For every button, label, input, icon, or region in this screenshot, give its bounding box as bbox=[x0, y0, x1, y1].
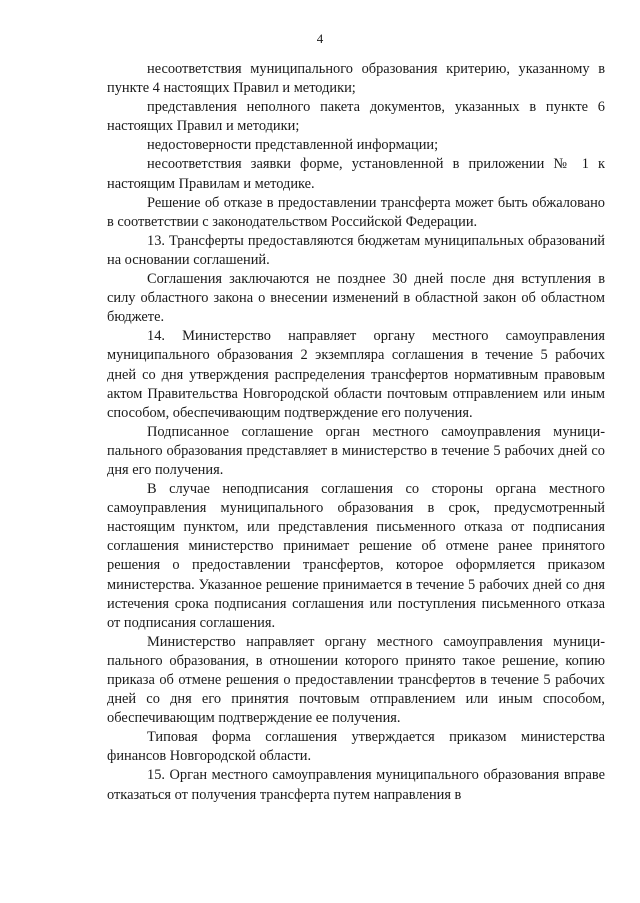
paragraph-section-13: 13. Трансферты предоставляются бюджетам муниципальных образований на основании соглашений. bbox=[107, 232, 605, 268]
paragraph-section-15: 15. Орган местного самоуправления муниципального образования вправе отказаться от получения трансферта путем направления в bbox=[107, 767, 605, 803]
paragraph-appeal: Решение об отказе в предоставлении трансферта может быть обжаловано в соответствии с законодательством Российской Федерации. bbox=[107, 194, 605, 230]
paragraph-order-copy: Министерство направляет органу местного самоуправления муниципального образования, в отношении которого принято такое решение, копию приказа об отмене решения о предоставлении трансфертов в течение 5 рабочих дней со дня его принятия почтовым отправлением или иным способом, обеспечивающим подтверждение ее получения. bbox=[107, 633, 605, 727]
paragraph-form-mismatch: несоответствия заявки форме, установленной в приложении № 1 к настоящим Правилам и методике. bbox=[107, 156, 605, 192]
paragraph-agreement-deadline: Соглашения заключаются не позднее 30 дней после дня вступления в силу областного закона о внесении изменений в областной закон об областном бюджете. bbox=[107, 271, 605, 326]
paragraph-section-14: 14. Министерство направляет органу местного самоуправления муниципального образования 2 экземпляра соглашения в течение 5 рабочих дней со дня утверждения распределения трансфертов нормативным правовым актом Правительства Новгородской области почтовым отправлением или иным способом, обеспечивающим подтверждение его получения. bbox=[107, 328, 605, 421]
page-number: 4 bbox=[316, 31, 324, 46]
document-body bbox=[107, 60, 605, 805]
paragraph-non-signing: В случае неподписания соглашения со стороны органа местного самоуправления муниципального образования в срок, предусмотренный настоящим пунктом, или представления письменного отказа от подписания соглашения министерство принимает решение об отмене ранее принятого решения о предоставлении трансфертов, которое оформляется приказом министерства. Указанное решение принимается в течение 5 рабочих дней со дня истечения срока подписания соглашения или поступления письменного отказа от подписания соглашения. bbox=[107, 481, 605, 631]
paragraph-standard-form: Типовая форма соглашения утверждается приказом министерства финансов Новгородской области. bbox=[107, 729, 605, 765]
paragraph-criterion-mismatch: несоответствия муниципального образования критерию, указанному в пункте 4 настоящих Правил и методики; bbox=[107, 61, 605, 97]
paragraph-incomplete-package: представления неполного пакета документов, указанных в пункте 6 настоящих Правил и методики; bbox=[107, 99, 605, 135]
paragraph-unreliable-info: недостоверности представленной информации; bbox=[147, 137, 439, 154]
paragraph-signed-agreement: Подписанное соглашение орган местного самоуправления муниципального образования представляет в министерство в течение 5 рабочих дней со дня его получения. bbox=[107, 423, 605, 478]
